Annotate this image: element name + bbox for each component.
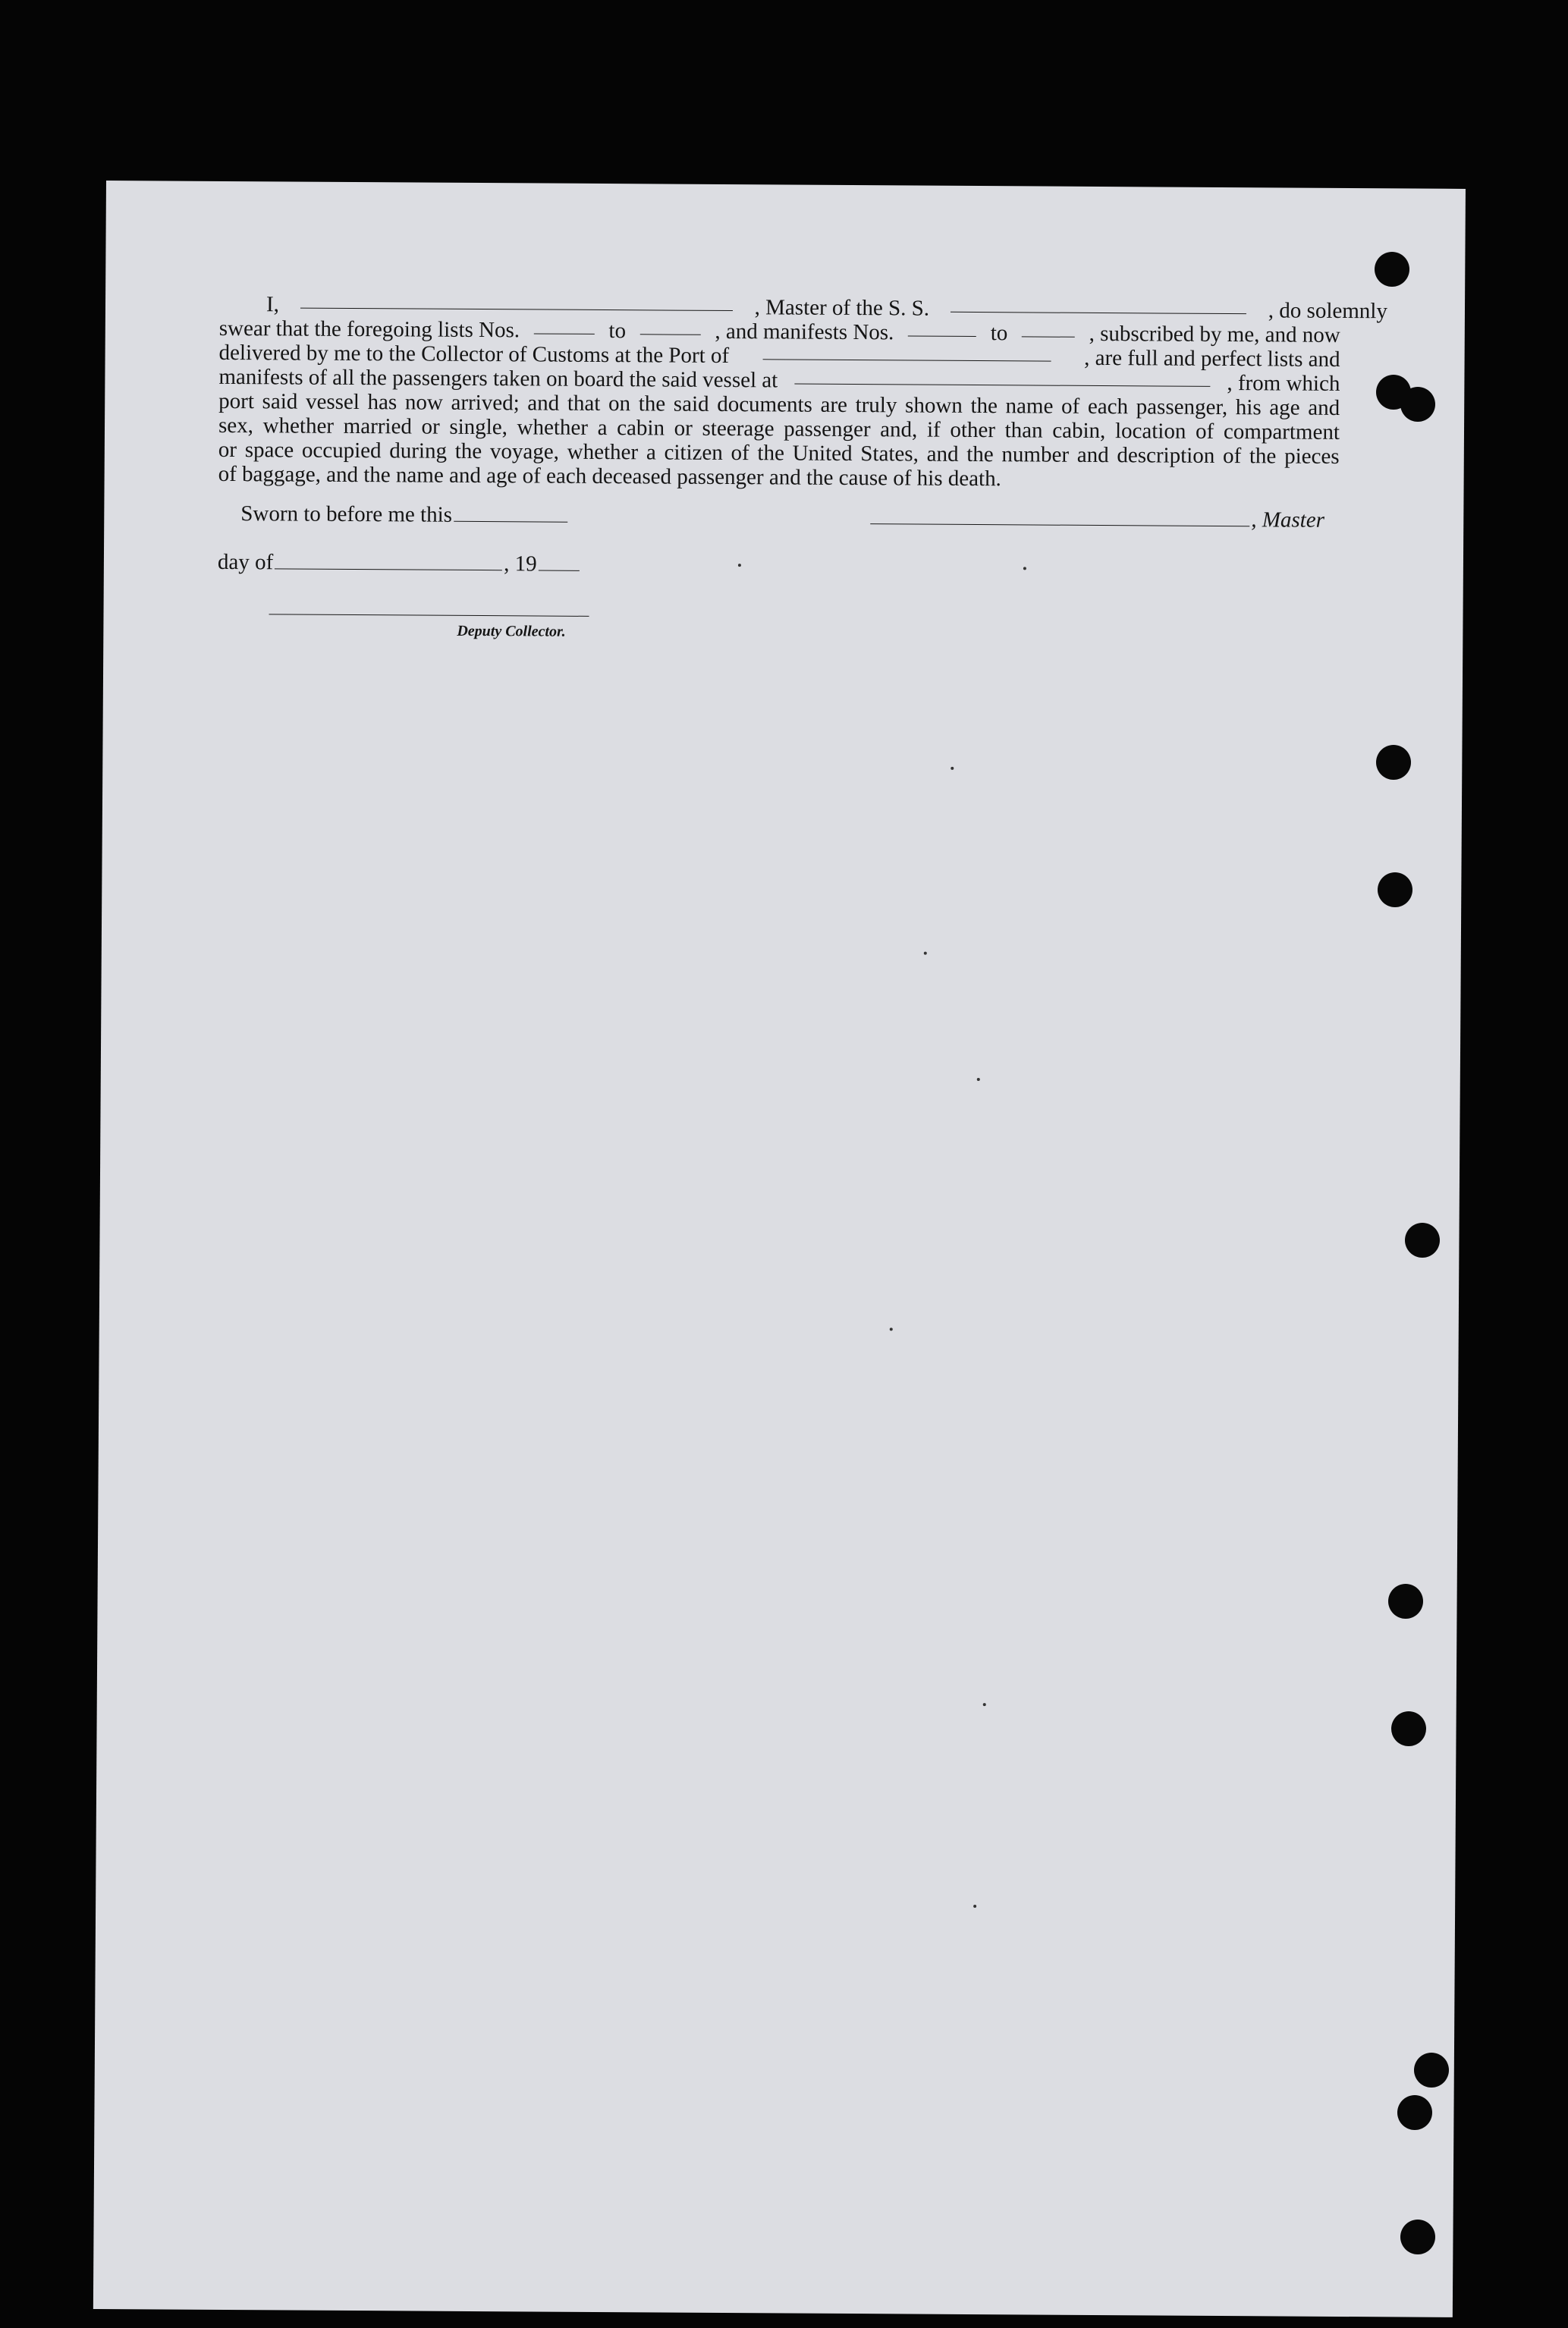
punch-hole xyxy=(1391,1711,1426,1746)
departure-port-blank xyxy=(794,369,1210,387)
punch-hole xyxy=(1397,2095,1432,2130)
oath-line-7: or space occupied during the voyage, whether a citizen of the United States, and the number and description of the pieces xyxy=(218,437,1340,469)
year-label: , 19 xyxy=(504,551,537,577)
punch-hole xyxy=(1378,872,1412,907)
oath-paragraph xyxy=(218,292,1388,493)
oath-subscribed: , subscribed by me, and now xyxy=(1089,321,1340,347)
speck xyxy=(951,767,954,770)
day-label: day of xyxy=(217,549,274,575)
document-page xyxy=(93,181,1466,2317)
oath-manifests-nos: , and manifests Nos. xyxy=(715,319,894,345)
oath-line-8: of baggage, and the name and age of each deceased passenger and the cause of his death. xyxy=(218,461,1001,492)
oath-line-6: sex, whether married or single, whether a cabin or steerage passenger and, if other than cabin, location of compartment xyxy=(218,413,1340,445)
master-name-blank xyxy=(300,293,733,311)
deputy-collector-label: Deputy Collector. xyxy=(457,622,566,640)
master-signature-blank xyxy=(870,508,1249,526)
punch-hole xyxy=(1388,1584,1423,1619)
deputy-signature-line xyxy=(269,614,589,617)
speck xyxy=(924,952,927,955)
ship-name-blank xyxy=(951,297,1246,314)
master-signature-row xyxy=(869,505,1324,533)
punch-hole xyxy=(1405,1223,1440,1258)
speck xyxy=(1023,567,1026,570)
oath-full-perfect: , are full and perfect lists and xyxy=(1084,345,1340,372)
sworn-label: Sworn to before me this xyxy=(240,501,453,527)
day-row xyxy=(218,550,581,577)
sworn-row xyxy=(240,501,569,529)
speck xyxy=(973,1905,976,1908)
punch-hole xyxy=(1414,2053,1449,2088)
oath-lists-nos: swear that the foregoing lists Nos. xyxy=(218,316,520,343)
oath-to-1: to xyxy=(608,319,627,344)
manifest-to-blank xyxy=(1022,321,1075,337)
oath-line-5: port said vessel has now arrived; and that on the said documents are truly shown the name of each passenger, his age and xyxy=(218,388,1340,420)
speck xyxy=(983,1703,986,1706)
month-blank xyxy=(275,553,502,570)
oath-master-of-ss: , Master of the S. S. xyxy=(754,295,930,321)
punch-hole xyxy=(1376,745,1411,780)
list-from-blank xyxy=(534,318,595,334)
punch-hole xyxy=(1375,252,1409,287)
speck xyxy=(738,564,741,567)
oath-from-which: , from which xyxy=(1227,371,1340,396)
oath-do-solemnly: , do solemnly xyxy=(1268,298,1388,324)
sworn-date-blank xyxy=(454,506,567,523)
oath-to-2: to xyxy=(990,321,1008,346)
master-label: , Master xyxy=(1251,507,1325,533)
port-blank xyxy=(762,344,1051,361)
speck xyxy=(977,1078,980,1081)
oath-port-of: delivered by me to the Collector of Customs at the Port of xyxy=(218,340,730,369)
manifest-from-blank xyxy=(908,320,976,337)
oath-vessel-at: manifests of all the passengers taken on board the said vessel at xyxy=(218,364,778,393)
oath-lead: I, xyxy=(266,292,280,317)
punch-hole xyxy=(1400,387,1435,422)
list-to-blank xyxy=(640,319,701,335)
speck xyxy=(890,1327,893,1331)
punch-hole xyxy=(1400,2220,1435,2254)
year-blank xyxy=(539,555,580,570)
